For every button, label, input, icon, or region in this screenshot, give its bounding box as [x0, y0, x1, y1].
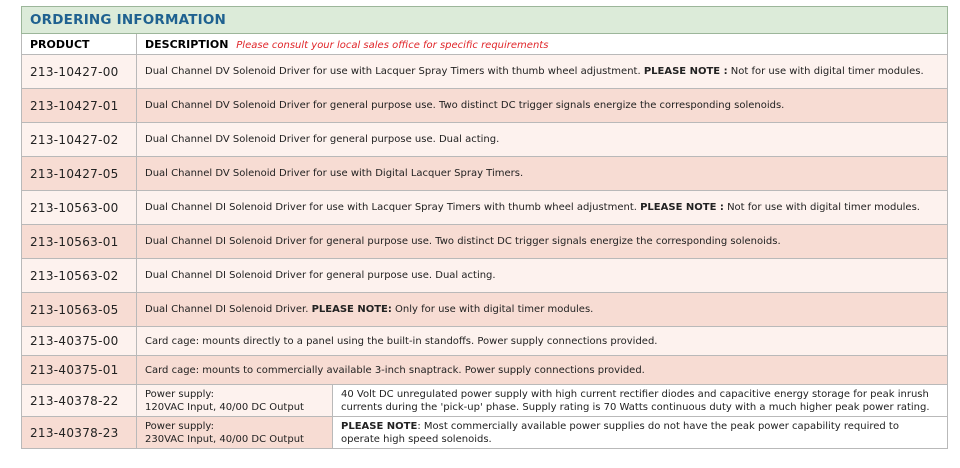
sales-office-note: Please consult your local sales office for specific requirements — [236, 39, 549, 51]
ordering-information-table — [21, 6, 948, 449]
product-description: Dual Channel DI Solenoid Driver. PLEASE NOTE: Only for use with digital timer modules. — [137, 293, 948, 327]
power-supply-note: PLEASE NOTE: Most commercially available power supplies do not have the peak power capability required to operate high speed solenoids. — [333, 417, 948, 449]
ordering-information-table-frame — [21, 6, 947, 449]
power-supply-rating: 120VAC Input, 40/00 DC Output — [145, 401, 304, 413]
power-supply-label: Power supply: — [145, 420, 214, 432]
table-row — [22, 89, 948, 123]
description-header-label: DESCRIPTION — [145, 37, 229, 51]
power-supply-spec — [137, 385, 333, 417]
table-row — [22, 293, 948, 327]
table-row — [22, 123, 948, 157]
product-code: 213-10427-01 — [22, 89, 137, 123]
product-code: 213-40375-00 — [22, 327, 137, 356]
product-column-header: PRODUCT — [22, 34, 137, 55]
table-row — [22, 55, 948, 89]
product-code: 213-40378-23 — [22, 417, 137, 449]
table-row — [22, 225, 948, 259]
product-code: 213-10563-05 — [22, 293, 137, 327]
product-code: 213-10427-05 — [22, 157, 137, 191]
product-description: Card cage: mounts directly to a panel using the built-in standoffs. Power supply connections provided. — [137, 327, 948, 356]
product-code: 213-10563-02 — [22, 259, 137, 293]
product-code: 213-10563-00 — [22, 191, 137, 225]
section-title: ORDERING INFORMATION — [22, 7, 948, 34]
table-row — [22, 327, 948, 356]
product-code: 213-10427-02 — [22, 123, 137, 157]
table-row — [22, 157, 948, 191]
product-description: Dual Channel DV Solenoid Driver for general purpose use. Two distinct DC trigger signals energize the corresponding solenoids. — [137, 89, 948, 123]
table-row — [22, 191, 948, 225]
power-supply-description: 40 Volt DC unregulated power supply with high current rectifier diodes and capacitive energy storage for peak inrush currents during the 'pick-up' phase. Supply rating is 70 Watts continuous duty with a much higher peak power rating. — [333, 385, 948, 417]
description-column-header — [137, 34, 948, 55]
power-supply-spec — [137, 417, 333, 449]
product-code: 213-40375-01 — [22, 356, 137, 385]
table-row — [22, 385, 948, 417]
power-supply-label: Power supply: — [145, 388, 214, 400]
product-code: 213-10427-00 — [22, 55, 137, 89]
product-description: Dual Channel DI Solenoid Driver for general purpose use. Dual acting. — [137, 259, 948, 293]
product-description: Dual Channel DV Solenoid Driver for use with Lacquer Spray Timers with thumb wheel adjustment. PLEASE NOTE : Not for use with digital timer modules. — [137, 55, 948, 89]
product-description: Card cage: mounts to commercially available 3-inch snaptrack. Power supply connections provided. — [137, 356, 948, 385]
table-header-row — [22, 34, 948, 55]
table-row — [22, 356, 948, 385]
product-description: Dual Channel DV Solenoid Driver for general purpose use. Dual acting. — [137, 123, 948, 157]
table-row — [22, 259, 948, 293]
power-supply-rating: 230VAC Input, 40/00 DC Output — [145, 433, 304, 445]
product-description: Dual Channel DV Solenoid Driver for use with Digital Lacquer Spray Timers. — [137, 157, 948, 191]
product-description: Dual Channel DI Solenoid Driver for general purpose use. Two distinct DC trigger signals energize the corresponding solenoids. — [137, 225, 948, 259]
table-row — [22, 417, 948, 449]
product-code: 213-10563-01 — [22, 225, 137, 259]
product-description: Dual Channel DI Solenoid Driver for use with Lacquer Spray Timers with thumb wheel adjustment. PLEASE NOTE : Not for use with digital timer modules. — [137, 191, 948, 225]
product-code: 213-40378-22 — [22, 385, 137, 417]
